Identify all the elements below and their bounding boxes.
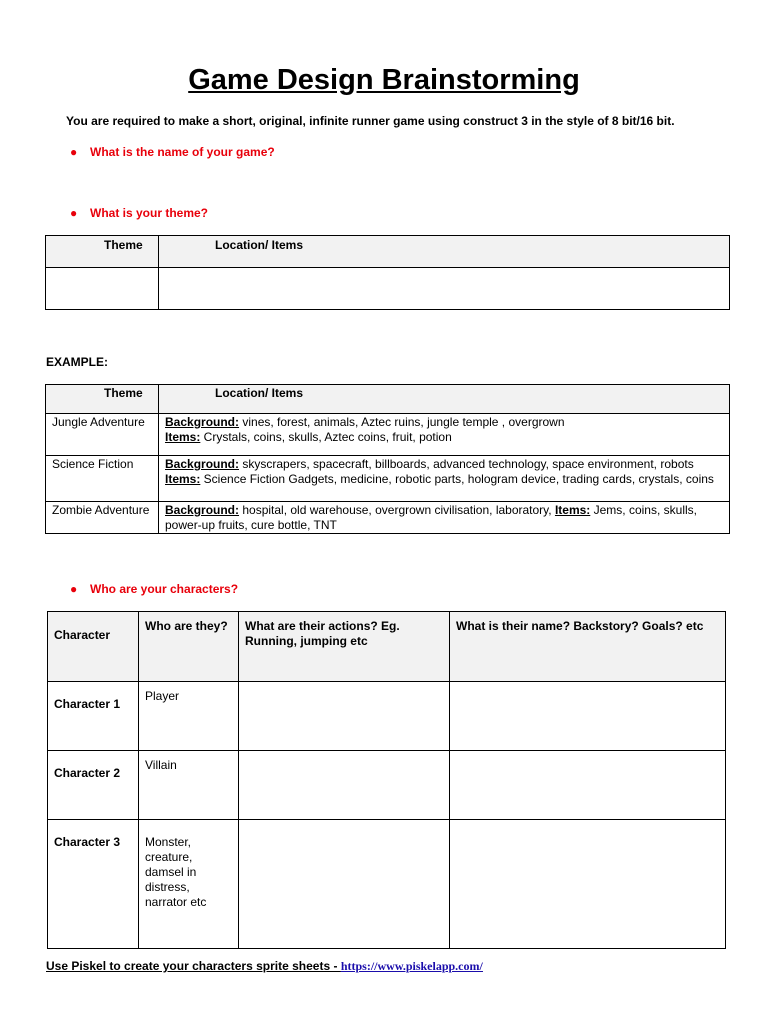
example-theme: Jungle Adventure [46,414,159,456]
example-theme: Zombie Adventure [46,502,159,534]
background-text: hospital, old warehouse, overgrown civilisation, laboratory, [239,503,555,517]
background-label: Background: [165,457,240,471]
name-backstory-input-cell[interactable] [450,820,726,949]
actions-input-cell[interactable] [239,682,450,751]
example-table [45,384,730,534]
header-name-backstory: What is their name? Backstory? Goals? etc [450,612,726,682]
table-row [46,456,730,502]
background-text: skyscrapers, spacecraft, billboards, advanced technology, space environment, robots [239,457,694,471]
header-character: Character [48,612,139,682]
character-who: Villain [139,751,239,820]
table-row [48,682,726,751]
theme-table [45,235,730,310]
items-text: Jems, coins, skulls, power-up fruits, cure bottle, TNT [165,503,697,532]
character-label: Character 3 [48,820,139,949]
question-characters [70,581,238,597]
page-title: Game Design Brainstorming [188,64,580,96]
bullet-icon: ● [70,582,78,596]
question-game-name [70,144,275,160]
items-label: Items: [554,503,591,517]
bullet-icon: ● [70,206,78,220]
characters-table-header [48,612,726,682]
background-text: vines, forest, animals, Aztec ruins, jungle temple , overgrown [239,415,565,429]
table-row [46,502,730,534]
items-text: Crystals, coins, skulls, Aztec coins, fruit, potion [200,430,452,444]
theme-table-row [46,268,730,310]
items-text: Science Fiction Gadgets, medicine, robotic parts, hologram device, trading cards, crystals, coins [200,472,714,486]
actions-input-cell[interactable] [239,820,450,949]
background-label: Background: [165,415,240,429]
actions-input-cell[interactable] [239,751,450,820]
character-who: Player [139,682,239,751]
items-label: Items: [165,472,201,486]
example-details [159,456,730,502]
header-theme: Theme [46,236,159,268]
theme-input-cell[interactable] [46,268,159,310]
question-theme [70,205,208,221]
items-label: Items: [165,430,201,444]
characters-table [47,611,726,949]
piskel-link[interactable]: https://www.piskelapp.com/ [340,959,483,973]
header-actions: What are their actions? Eg. Running, jumping etc [239,612,450,682]
location-items-input-cell[interactable] [159,268,730,310]
header-location-items: Location/ Items [159,385,730,414]
character-who: Monster, creature, damsel in distress, narrator etc [139,820,239,949]
example-details [159,414,730,456]
name-backstory-input-cell[interactable] [450,751,726,820]
table-row [48,820,726,949]
example-label: EXAMPLE: [46,355,109,369]
background-label: Background: [165,503,240,517]
intro-text: You are required to make a short, original, infinite runner game using construct 3 in the style of 8 bit/16 bit. [66,114,675,128]
table-row [48,751,726,820]
example-details [159,502,730,534]
header-location-items: Location/ Items [159,236,730,268]
footer-note [46,958,483,974]
character-label: Character 1 [48,682,139,751]
question-text: What is your theme? [90,206,209,220]
header-who: Who are they? [139,612,239,682]
theme-table-header [46,236,730,268]
footer-text: Use Piskel to create your characters sprite sheets - [46,959,341,973]
question-text: What is the name of your game? [90,145,275,159]
header-theme: Theme [46,385,159,414]
character-label: Character 2 [48,751,139,820]
name-backstory-input-cell[interactable] [450,682,726,751]
question-text: Who are your characters? [90,582,239,596]
example-theme: Science Fiction [46,456,159,502]
example-table-header [46,385,730,414]
table-row [46,414,730,456]
bullet-icon: ● [70,145,78,159]
